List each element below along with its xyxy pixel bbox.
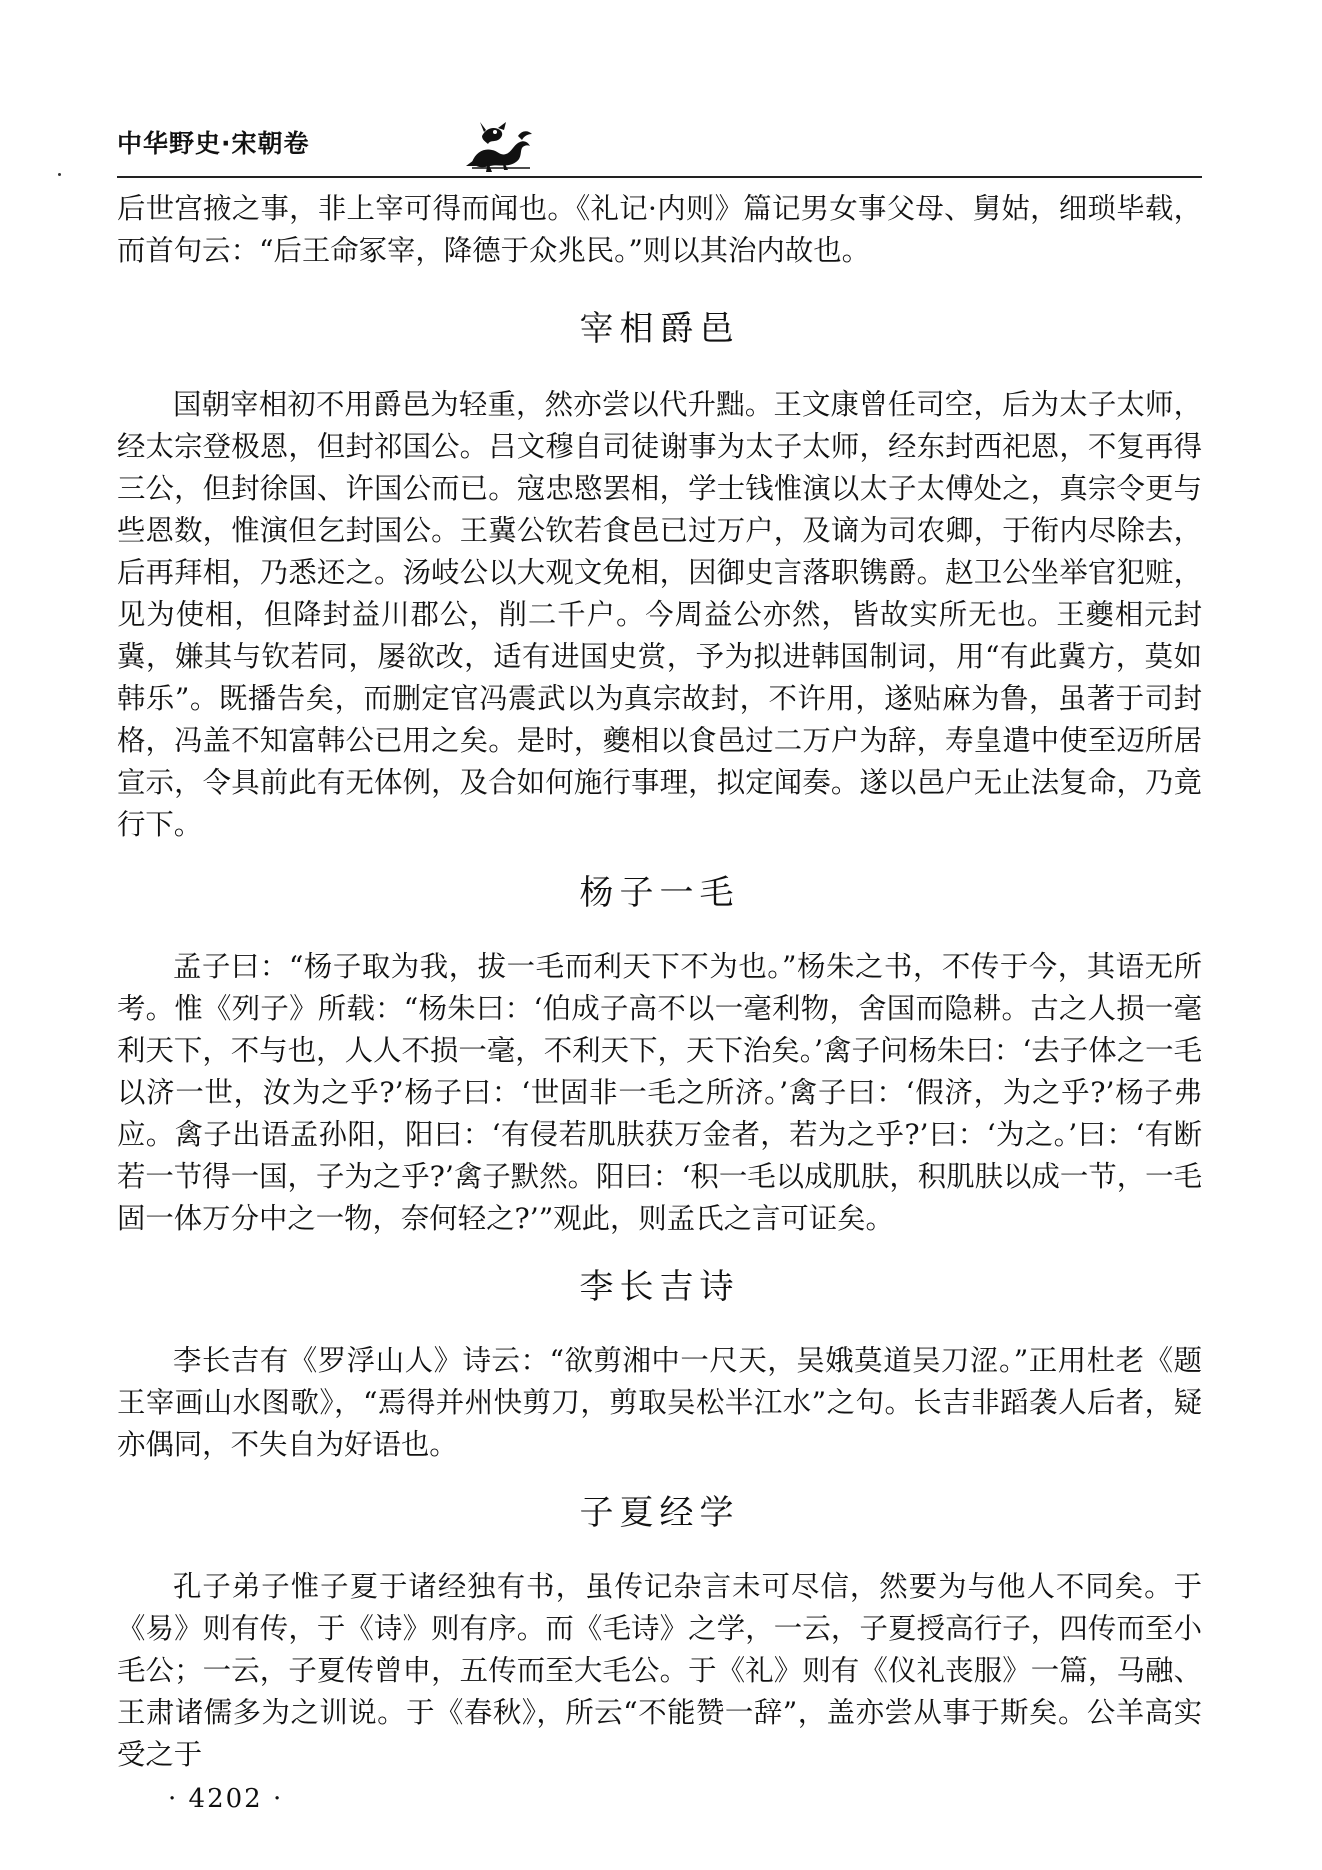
section-title: 李长吉诗 (579, 1267, 740, 1307)
running-header (117, 118, 1202, 180)
header-rule (117, 176, 1202, 178)
running-title: 中华野史·宋朝卷 (117, 129, 310, 158)
section-body: 李长吉有《罗浮山人》诗云：“欲剪湘中一尺天，吴娥莫道吴刀涩。”正用杜老《题王宰画山水图歌》，“焉得并州快剪刀，剪取吴松半江水”之句。长吉非蹈袭人后者，疑亦偶同，不失自为好语也。 (117, 1344, 1202, 1461)
section-title: 子夏经学 (579, 1493, 740, 1533)
section-body: 国朝宰相初不用爵邑为轻重，然亦尝以代升黜。王文康曾任司空，后为太子太师，经太宗登极恩，但封祁国公。吕文穆自司徒谢事为太子太师，经东封西祀恩，不复再得三公，但封徐国、许国公而已。寇忠愍罢相，学士钱惟演以太子太傅处之，真宗令更与些恩数，惟演但乞封国公。王冀公钦若食邑已过万户，及谪为司农卿，于衔内尽除去，后再拜相，乃悉还之。汤岐公以大观文免相，因御史言落职镌爵。赵卫公坐举官犯赃，见为使相，但降封益川郡公，削二千户。今周益公亦然，皆故实所无也。王夔相元封冀，嫌其与钦若同，屡欲改，适有进国史赏，予为拟进韩国制词，用“有此冀方，莫如韩乐”。既播告矣，而删定官冯震武以为真宗故封，不许用，遂贴麻为鲁，虽著于司封格，冯盖不知富韩公已用之矣。是时，夔相以食邑过二万户为辞，寿皇遣中使至迈所居宣示，令具前此有无体例，及合如何施行事理，拟定闻奏。遂以邑户无止法复命，乃竟行下。 (117, 388, 1202, 841)
page-number: · 4202 · (168, 1784, 284, 1814)
section-title: 宰相爵邑 (579, 309, 740, 349)
scan-speck (58, 173, 61, 176)
section-title: 杨子一毛 (579, 873, 740, 913)
page-content (117, 188, 1202, 1776)
dragon-emblem-icon (462, 118, 537, 174)
section-body: 孔子弟子惟子夏于诸经独有书，虽传记杂言未可尽信，然要为与他人不同矣。于《易》则有传，于《诗》则有序。而《毛诗》之学，一云，子夏授高行子，四传而至小毛公；一云，子夏传曾申，五传而至大毛公。于《礼》则有《仪礼丧服》一篇，马融、王肃诸儒多为之训说。于《春秋》，所云“不能赞一辞”，盖亦尝从事于斯矣。公羊高实受之于 (117, 1570, 1202, 1771)
section-body: 孟子曰：“杨子取为我，拔一毛而利天下不为也。”杨朱之书，不传于今，其语无所考。惟《列子》所载：“杨朱曰：‘伯成子高不以一毫利物，舍国而隐耕。古之人损一毫利天下，不与也，人人不损一毫，不利天下，天下治矣。’禽子问杨朱曰：‘去子体之一毛以济一世，汝为之乎?’杨子曰：‘世固非一毛之所济。’禽子曰：‘假济，为之乎?’杨子弗应。禽子出语孟孙阳，阳曰：‘有侵若肌肤获万金者，若为之乎?’曰：‘为之。’曰：‘有断若一节得一国，子为之乎?’禽子默然。阳曰：‘积一毛以成肌肤，积肌肤以成一节，一毛固一体万分中之一物，奈何轻之?’”观此，则孟氏之言可证矣。 (117, 950, 1202, 1235)
intro-paragraph: 后世宫掖之事，非上宰可得而闻也。《礼记·内则》篇记男女事父母、舅姑，细琐毕载，而首句云：“后王命冢宰，降德于众兆民。”则以其治内故也。 (117, 192, 1202, 267)
